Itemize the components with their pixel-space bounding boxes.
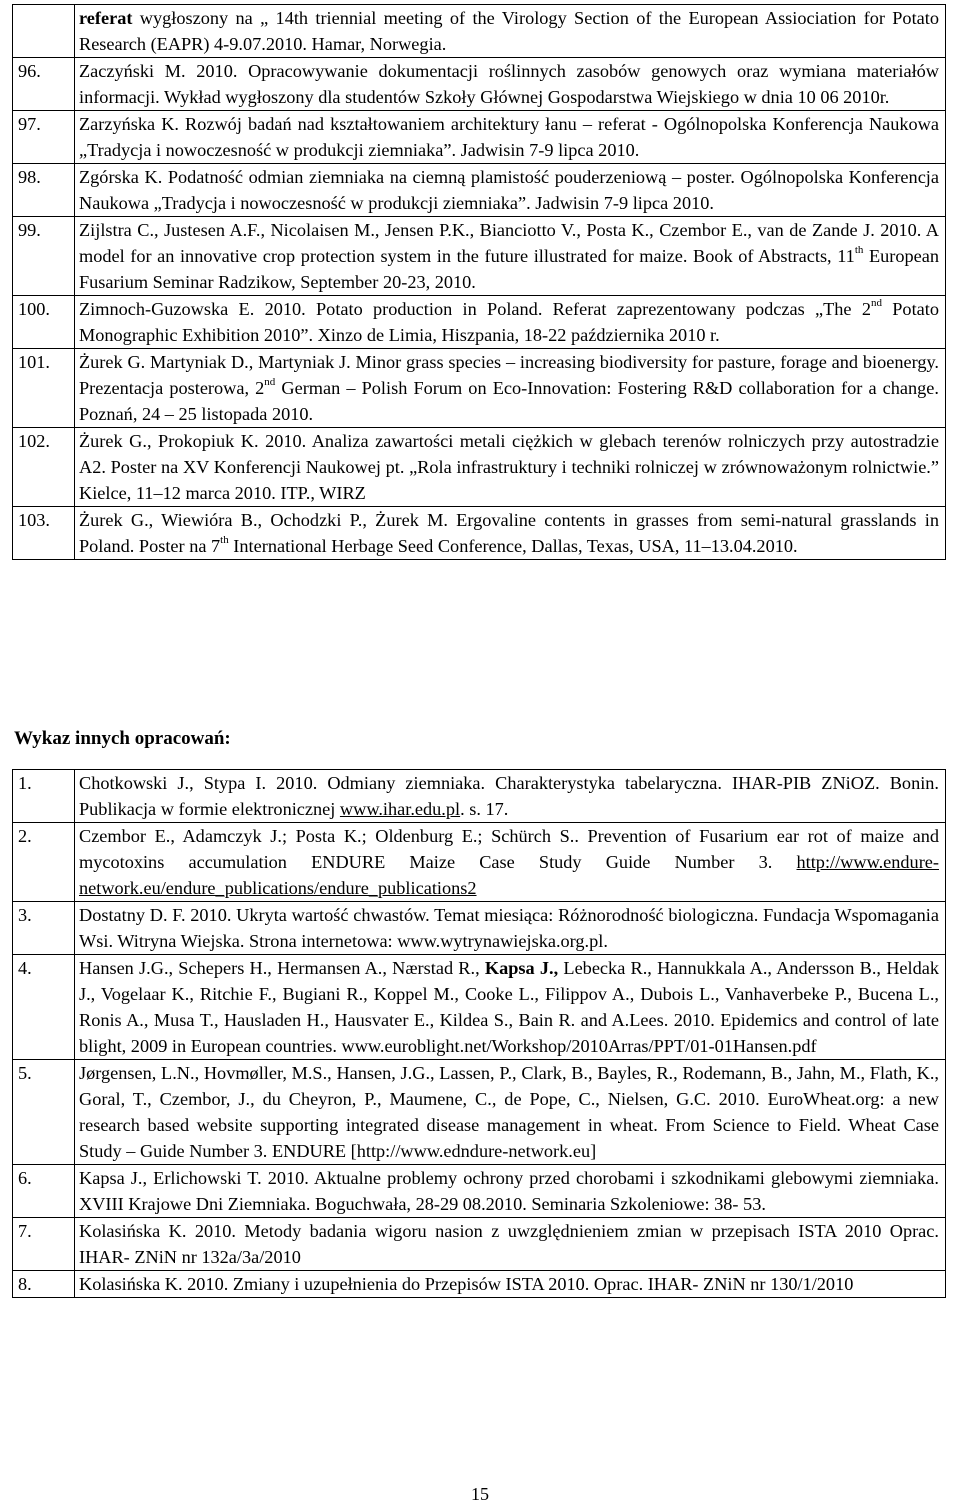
table-row [13,111,946,164]
entry-text: Zarzyńska K. Rozwój badań nad kształtowaniem architektury łanu – referat - Ogólnopolska Konferencja Naukowa „Tradycja i nowoczesność w produkcji ziemniaka”. Jadwisin 7-9 lipca 2010. [75,111,946,164]
superscript: nd [870,296,882,309]
entry-text-a: Żurek G., Wiewióra B., Ochodzki P., Żurek M. Ergovaline contents in grasses from semi-natural grasslands in Poland. Poster na 7 [79,510,939,556]
entry-text-b: European Fusarium Seminar Radzikow, September 20-23, 2010. [79,246,939,292]
row-number: 98. [13,164,75,217]
row-number: 100. [13,296,75,349]
entry-text: Zaczyński M. 2010. Opracowywanie dokumentacji roślinnych zasobów genowych oraz wymiana materiałów informacji. Wykład wygłoszony dla studentów Szkoły Głównej Gospodarstwa Wiejskiego w dnia 10 06 2010r. [75,58,946,111]
table-row [13,902,946,955]
table-row [13,823,946,902]
entry-text [75,770,946,823]
entry-text: Kapsa J., Erlichowski T. 2010. Aktualne problemy ochrony przed chorobami i szkodnikami glebowymi ziemniaka. XVIII Krajowe Dni Ziemniaka. Boguchwała, 28-29 08.2010. Seminaria Szkoleniowe: 38- 53. [75,1165,946,1218]
superscript: th [854,243,864,256]
entry-text [75,955,946,1060]
entry-text-b: German – Polish Forum on Eco-Innovation: Fostering R&D collaboration for a change. Poznań, 24 – 25 listopada 2010. [79,378,939,424]
entry-text: Kolasińska K. 2010. Metody badania wigoru nasion z uwzględnieniem zmian w przepisach ISTA 2010 Oprac. IHAR- ZNiN nr 132a/3a/2010 [75,1218,946,1271]
row-number: 103. [13,507,75,560]
entry-text-a: Hansen J.G., Schepers H., Hermansen A., Nærstad R., [79,958,485,978]
row-number: 99. [13,217,75,296]
entry-text: Zgórska K. Podatność odmian ziemniaka na ciemną plamistość pouderzeniową – poster. Ogólnopolska Konferencja Naukowa „Tradycja i nowoczesność w produkcji ziemniaka”. Jadwisin 7-9 lipca 2010. [75,164,946,217]
entry-text-body: wygłoszony na „ 14th triennial meeting of the Virology Section of the European Assiociation for Potato Research (EAPR) 4-9.07.2010. Hamar, Norwegia. [79,8,939,54]
entry-text-b: Potato Monographic Exhibition 2010”. Xinzo de Limia, Hiszpania, 18-22 października 2010 r. [79,299,939,345]
entry-text-a: Zijlstra C., Justesen A.F., Nicolaisen M., Jensen P.K., Bianciotto V., Posta K., Czembor E., van de Zande J. 2010. A model for an innovative crop protection system in the future illustrated for maize. Book of Abstracts, 11 [79,220,939,266]
table-row [13,955,946,1060]
table-row [13,5,946,58]
entry-link[interactable]: www.ihar.edu.pl [339,799,461,819]
row-number: 8. [13,1271,75,1298]
table-row [13,1060,946,1165]
superscript: th [220,533,229,546]
table-row [13,296,946,349]
entry-text [75,507,946,560]
entry-text [75,349,946,428]
entry-text-b: Lebecka R., Hannukkala A., Andersson B., Heldak J., Vogelaar K., Ritchie F., Bugiani R., Koppel M., Cooke L., Filippov A., Dubois L., Vanhaverbeke P., Bucena L., Ronis A., Musa T., Hausladen H., Hausvater E., Kildea S., Bain R. and A.Lees. 2010. Epidemics and control of late blight, 2009 in European countries. www.euroblight.net/Workshop/2010Arras/PPT/01-01Hansen.pdf [79,958,939,1056]
row-number: 5. [13,1060,75,1165]
entry-text [75,5,946,58]
entry-text: Żurek G., Prokopiuk K. 2010. Analiza zawartości metali ciężkich w glebach terenów rolniczych przy autostradzie A2. Poster na XV Konferencji Naukowej pt. „Rola infrastruktury i techniki rolniczej w zrównoważonym rolnictwie.” Kielce, 11–12 marca 2010. ITP., WIRZ [75,428,946,507]
table-row [13,1165,946,1218]
superscript: nd [264,375,276,388]
table-row [13,349,946,428]
entry-bold-author: Kapsa J., [484,958,559,978]
table-row [13,1271,946,1298]
entry-text-a: Zimnoch-Guzowska E. 2010. Potato production in Poland. Referat zaprezentowany podczas „The 2 [79,299,871,319]
table-row [13,1218,946,1271]
entry-text-a: Chotkowski J., Stypa I. 2010. Odmiany ziemniaka. Charakterystyka tabelaryczna. IHAR-PIB ZNiOZ. Bonin. Publikacja w formie elektronicznej [79,773,939,819]
entry-link[interactable]: http://www.endure-network.eu/endure_publications/endure_publications2 [79,852,939,898]
other-works-table [12,769,946,1298]
page-number: 15 [471,1484,489,1504]
row-number: 4. [13,955,75,1060]
row-number: 1. [13,770,75,823]
entry-text-a: Czembor E., Adamczyk J.; Posta K.; Oldenburg E.; Schürch S.. Prevention of Fusarium ear rot of maize and mycotoxins accumulation ENDURE Maize Case Study Guide Number 3. [79,826,939,872]
table-row [13,507,946,560]
row-number: 102. [13,428,75,507]
row-number: 3. [13,902,75,955]
section-heading: Wykaz innych opracowań: [14,728,231,749]
table-row [13,428,946,507]
row-number: 2. [13,823,75,902]
row-number: 101. [13,349,75,428]
table-row [13,217,946,296]
entry-text [75,823,946,902]
entry-bold-prefix: referat [79,8,133,28]
row-number [13,5,75,58]
entry-text [75,217,946,296]
row-number: 7. [13,1218,75,1271]
table-row [13,164,946,217]
table-row [13,58,946,111]
entry-text: Jørgensen, L.N., Hovmøller, M.S., Hansen, J.G., Lassen, P., Clark, B., Bayles, R., Rodemann, B., Jahn, M., Flath, K., Goral, T., Czembor, J., du Cheyron, P., Maumene, C., de Pope, C., Nielsen, G.C. 2010. EuroWheat.org: a new research based website supporting integrated disease management in wheat. From Science to Field. Wheat Case Study – Guide Number 3. ENDURE [http://www.edndure-network.eu] [75,1060,946,1165]
publications-table [12,4,946,560]
entry-text-b: . s. 17. [460,799,509,819]
entry-text: Kolasińska K. 2010. Zmiany i uzupełnienia do Przepisów ISTA 2010. Oprac. IHAR- ZNiN nr 130/1/2010 [75,1271,946,1298]
table-row [13,770,946,823]
entry-text-a: Żurek G. Martyniak D., Martyniak J. Minor grass species – increasing biodiversity for pasture, forage and bioenergy. Prezentacja posterowa, 2 [79,352,939,398]
row-number: 97. [13,111,75,164]
row-number: 6. [13,1165,75,1218]
entry-text: Dostatny D. F. 2010. Ukryta wartość chwastów. Temat miesiąca: Różnorodność biologiczna. Fundacja Wspomagania Wsi. Witryna Wiejska. Strona internetowa: www.wytrynawiejska.org.pl. [75,902,946,955]
entry-text-b: International Herbage Seed Conference, Dallas, Texas, USA, 11–13.04.2010. [228,536,798,556]
row-number: 96. [13,58,75,111]
entry-text [75,296,946,349]
